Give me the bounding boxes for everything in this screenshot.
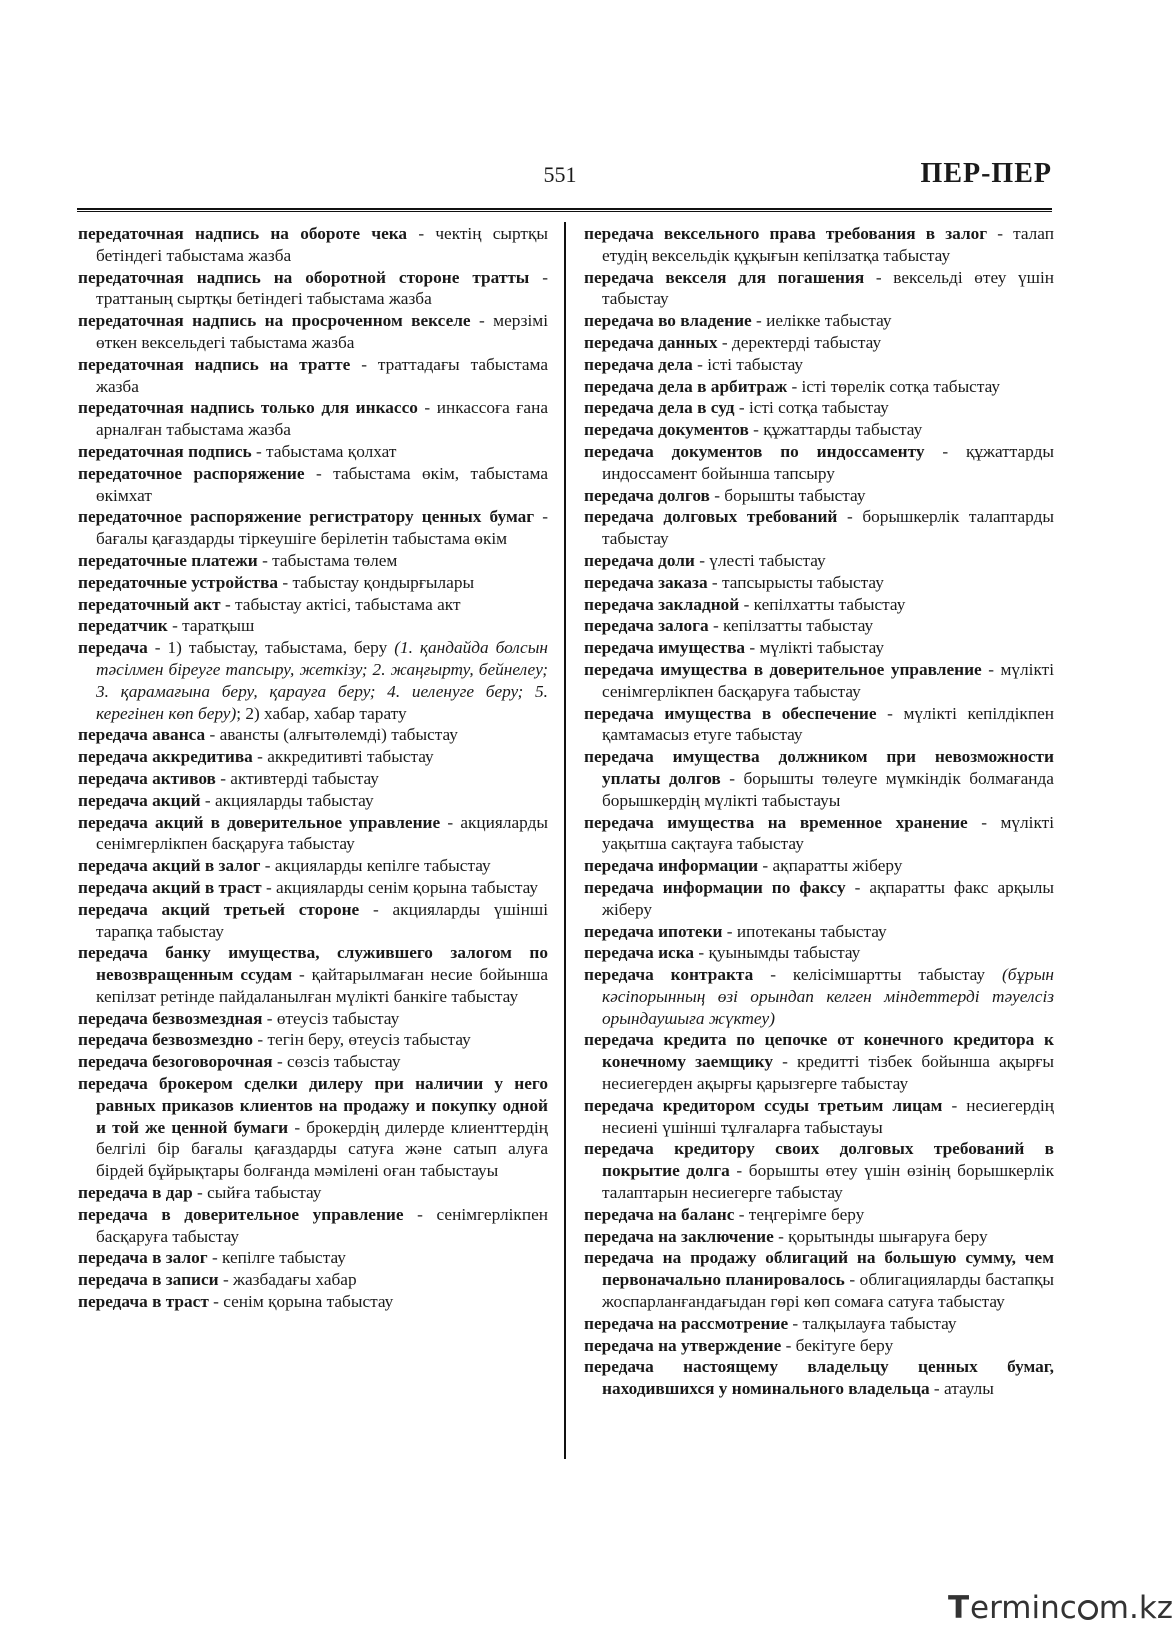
dictionary-entry xyxy=(584,223,1054,267)
dictionary-entry xyxy=(78,1204,548,1248)
entry-definition: - несиегердің несиені үшінші тұлғаларға табыстауы xyxy=(602,1095,1054,1137)
entry-definition: - активтерді табыстау xyxy=(215,768,379,788)
entry-definition: - кепілзатты табыстау xyxy=(708,616,874,636)
entry-headword: передача векселя для погашения xyxy=(584,267,865,287)
dictionary-entry xyxy=(78,1182,548,1204)
entry-definition: - мүлікті уақытша сақтауға табыстау xyxy=(602,812,1054,854)
entry-definition: - ақпаратты жіберу xyxy=(758,856,903,876)
entry-headword: передача на рассмотрение xyxy=(584,1313,789,1333)
entry-definition: - облигацияларды бастапқы жоспарланғандағыдан гөрі көп сомаға сатуға табыстау xyxy=(602,1270,1055,1312)
entry-headword: передача дела в суд xyxy=(584,398,735,418)
entry-definition: - акцияларды сенімгерлікпен басқаруға табыстау xyxy=(96,812,548,854)
entry-headword: передача xyxy=(78,638,148,658)
entry-definition: - жазбадағы хабар xyxy=(218,1270,357,1290)
entry-definition: - сенімгерлікпен басқаруға табыстау xyxy=(96,1204,548,1246)
dictionary-entry xyxy=(78,855,548,877)
left-column xyxy=(78,223,548,1313)
entry-headword: передача имущества на временное хранение xyxy=(584,812,968,832)
entry-headword: передаточная надпись на обороте чека xyxy=(78,224,408,243)
entry-definition: - өтеусіз табыстау xyxy=(262,1008,400,1028)
entry-headword: передача в записи xyxy=(78,1270,219,1290)
entry-headword: передаточная подпись xyxy=(78,441,252,461)
dictionary-entry xyxy=(78,463,548,507)
entry-definition: - қайтарылмаған несие бойынша кепілзат ретінде пайдаланылған мүлікті банкіге табыстау xyxy=(96,965,549,1006)
entry-definition: - табыстау актісі, табыстама акт xyxy=(220,594,461,614)
entry-headword: передача информации по факсу xyxy=(584,877,846,897)
entry-headword: передача имущества в доверительное управление xyxy=(584,659,982,679)
entry-headword: передача кредитору своих долговых требований в покрытие долга xyxy=(584,1139,1054,1181)
entry-headword: передача залога xyxy=(584,616,709,636)
dictionary-entry xyxy=(584,1335,1054,1357)
entry-headword: передача на утверждение xyxy=(584,1335,782,1355)
entry-definition: - теңгерімге беру xyxy=(734,1204,865,1224)
dictionary-entry xyxy=(584,441,1054,485)
dictionary-entry xyxy=(78,1291,548,1313)
entry-definition: - үлесті табыстау xyxy=(694,550,826,570)
entry-definition: - иелікке табыстау xyxy=(751,311,892,331)
entry-headword: передача заказа xyxy=(584,572,708,592)
dictionary-entry xyxy=(78,1008,548,1030)
entry-headword: передача аванса xyxy=(78,725,206,745)
entry-headword: передаточный акт xyxy=(78,594,221,614)
entry-headword: передача документов xyxy=(584,420,749,440)
entry-headword: передача имущества должником при невозможности уплаты долгов xyxy=(584,747,1054,788)
entry-definition: - 1) табыстау, табыстама, беру xyxy=(147,638,395,658)
entry-headword: передача брокером сделки дилеру при наличии у него равных приказов клиентов на продажу и покупку одной и той же ценной бумаги xyxy=(78,1074,548,1137)
dictionary-entry xyxy=(584,550,1054,572)
entry-headword: передаточная надпись на оборотной стороне тратты xyxy=(78,267,530,287)
entry-definition: - табыстама қолхат xyxy=(251,441,397,461)
entry-definition: - тапсырысты табыстау xyxy=(707,572,884,592)
dictionary-entry xyxy=(584,1247,1054,1312)
entry-definition: - вексельді өтеу үшін табыстау xyxy=(602,267,1054,309)
entry-definition: - аккредитивті табыстау xyxy=(252,747,434,767)
entry-headword: передача дела в арбитраж xyxy=(584,376,788,396)
entry-headword: передача данных xyxy=(584,332,718,352)
entry-definition: - бағалы қағаздарды тіркеушіге берілетін табыстама өкім xyxy=(96,507,549,549)
entry-definition: - кепілге табыстау xyxy=(207,1248,346,1268)
entry-definition: - брокердің дилерде клиенттердің белгілі бір бағалы қағаздарды сатуға және сатып алуға бірдей бұйрықтары болғанда мәмілені оған табыстауы xyxy=(96,1117,548,1181)
logo-text-part: erminc xyxy=(970,1590,1077,1626)
entry-definition: - акцияларды үшінші тарапқа табыстау xyxy=(96,899,548,941)
dictionary-entry xyxy=(584,1138,1054,1203)
entry-headword: передача документов по индоссаменту xyxy=(584,441,925,461)
entry-headword: передача аккредитива xyxy=(78,747,253,767)
column-divider xyxy=(564,222,566,1459)
entry-definition: - талап етудің вексельдік құқығын кепілзатқа табыстау xyxy=(602,224,1054,265)
dictionary-entry xyxy=(78,1269,548,1291)
logo-t-icon: T xyxy=(948,1590,970,1626)
entry-headword: передача доли xyxy=(584,550,695,570)
entry-headword: передача имущества в обеспечение xyxy=(584,703,877,723)
dictionary-entry xyxy=(78,594,548,616)
dictionary-entry xyxy=(584,637,1054,659)
dictionary-entry xyxy=(584,1313,1054,1335)
entry-definition: - мүлікті кепілдікпен қамтамасыз етуге табыстау xyxy=(602,703,1054,745)
entry-definition: - атаулы xyxy=(929,1379,994,1399)
entry-headword: передача безвозмездная xyxy=(78,1008,263,1028)
entry-definition: - кепілхатты табыстау xyxy=(739,594,906,614)
dictionary-entry xyxy=(78,877,548,899)
entry-definition: - талқылауға табыстау xyxy=(788,1313,957,1333)
entry-headword: передача кредитором ссуды третьим лицам xyxy=(584,1095,943,1115)
entry-headword: передача ипотеки xyxy=(584,921,723,941)
entry-headword: передача безвозмездно xyxy=(78,1030,254,1050)
dictionary-entry xyxy=(78,812,548,856)
entry-definition: - кредитті тізбек бойынша ақырғы несиегерден ақырғы қарызгерге табыстау xyxy=(602,1052,1054,1094)
entry-headword: передача акций третьей стороне xyxy=(78,899,360,919)
dictionary-entry xyxy=(78,441,548,463)
dictionary-entry xyxy=(584,332,1054,354)
entry-definition: - траттадағы табыстама жазба xyxy=(96,354,548,396)
entry-definition: - істі төрелік сотқа табыстау xyxy=(787,376,1001,396)
dictionary-entry xyxy=(78,637,548,724)
entry-headword: передача активов xyxy=(78,768,216,788)
dictionary-entry xyxy=(78,768,548,790)
entry-definition: - акцияларды кепілге табыстау xyxy=(260,856,491,876)
entry-definition: - қорытынды шығаруға беру xyxy=(773,1226,988,1246)
dictionary-entry xyxy=(584,310,1054,332)
dictionary-entry xyxy=(78,790,548,812)
dictionary-entry xyxy=(78,1073,548,1182)
entry-headword: передача акций в доверительное управление xyxy=(78,812,441,832)
dictionary-entry xyxy=(584,659,1054,703)
entry-headword: передача долговых требований xyxy=(584,507,838,527)
entry-definition: - сенім қорына табыстау xyxy=(208,1292,394,1312)
dictionary-entry xyxy=(78,267,548,311)
dictionary-entry xyxy=(584,812,1054,856)
dictionary-entry xyxy=(584,746,1054,811)
entry-headword: передача безоговорочная xyxy=(78,1052,273,1072)
dictionary-entry xyxy=(78,615,548,637)
entry-headword: передаточная надпись на тратте xyxy=(78,354,351,374)
dictionary-entry xyxy=(584,964,1054,1029)
entry-headword: передача вексельного права требования в залог xyxy=(584,224,988,243)
entry-headword: передача долгов xyxy=(584,485,710,505)
page-number: 551 xyxy=(543,162,577,187)
dictionary-entry xyxy=(584,594,1054,616)
entry-headword: передаточные платежи xyxy=(78,550,258,570)
entry-definition: - істі сотқа табыстау xyxy=(734,398,889,418)
logo-ring-icon xyxy=(1078,1600,1098,1620)
entry-headword: передача имущества xyxy=(584,638,746,658)
dictionary-entry xyxy=(584,703,1054,747)
entry-headword: передаточное распоряжение регистратору ценных бумаг xyxy=(78,507,535,527)
entry-definition: - табыстама өкім, табыстама өкімхат xyxy=(96,463,548,505)
entry-definition: - ақпаратты факс арқылы жіберу xyxy=(602,877,1054,919)
entry-definition: - деректерді табыстау xyxy=(717,332,882,352)
entry-headword: передача в траст xyxy=(78,1292,209,1312)
dictionary-entry xyxy=(584,877,1054,921)
entry-headword: передача акций в залог xyxy=(78,856,261,876)
entry-definition: - тегін беру, өтеусіз табыстау xyxy=(253,1030,471,1050)
dictionary-entry xyxy=(584,1095,1054,1139)
dictionary-entry xyxy=(78,354,548,398)
dictionary-entry xyxy=(584,615,1054,637)
entry-headword: передача банку имущества, служившего залогом по невозвращенным ссудам xyxy=(78,943,548,985)
logo-domain: m.kz xyxy=(1098,1590,1173,1626)
dictionary-entry xyxy=(78,746,548,768)
running-head: ПЕР-ПЕР xyxy=(920,158,1052,189)
dictionary-entry xyxy=(584,1204,1054,1226)
entry-definition: - траттаның сыртқы бетіндегі табыстама жазба xyxy=(96,267,548,309)
entry-headword: передатчик xyxy=(78,616,168,636)
dictionary-entry xyxy=(78,223,548,267)
entry-definition: - істі табыстау xyxy=(692,354,804,374)
dictionary-entry xyxy=(584,354,1054,376)
entry-definition: - авансты (алғытөлемді) табыстау xyxy=(205,725,458,745)
entry-definition: ; 2) хабар, хабар тарату xyxy=(236,703,407,723)
entry-headword: передача настоящему владельцу ценных бумаг, находившихся у номинального владельца xyxy=(584,1357,1054,1399)
entry-definition: - мүлікті табыстау xyxy=(745,638,885,658)
entry-definition: - бекітуге беру xyxy=(781,1335,894,1355)
entry-definition: - таратқыш xyxy=(167,616,255,636)
entry-headword: передача акций xyxy=(78,790,201,810)
entry-definition: - құжаттарды табыстау xyxy=(748,420,923,440)
entry-headword: передача на баланс xyxy=(584,1204,735,1224)
dictionary-entry xyxy=(78,397,548,441)
entry-definition: - инкассоға ғана арналған табыстама жазба xyxy=(96,398,548,440)
dictionary-entry xyxy=(584,1356,1054,1400)
entry-definition: - борышты өтеу үшін өзінің борышкерлік талаптарын несиегерге табыстау xyxy=(602,1161,1055,1203)
entry-headword: передача информации xyxy=(584,856,759,876)
entry-note: (1. қандайда болсын тәсілмен біреуге тапсыру, жеткізу; 2. жаңғырту, бейнелеу; 3. қарамағына беру, қарауға беру; 4. иеленуге беру; 5. керегінен көп беру) xyxy=(96,638,548,723)
entry-definition: - акцияларды табыстау xyxy=(200,790,374,810)
dictionary-entry xyxy=(584,1029,1054,1094)
entry-headword: передача на продажу облигаций на большую сумму, чем первоначально планировалось xyxy=(584,1248,1054,1290)
dictionary-entry xyxy=(78,1051,548,1073)
dictionary-entry xyxy=(584,506,1054,550)
dictionary-entry xyxy=(78,724,548,746)
entry-headword: передаточная надпись только для инкассо xyxy=(78,398,418,418)
entry-definition: - борышкерлік талаптарды табыстау xyxy=(602,507,1054,549)
entry-headword: передача во владение xyxy=(584,311,752,331)
dictionary-entry xyxy=(78,1029,548,1051)
dictionary-entry xyxy=(584,376,1054,398)
entry-headword: передача акций в траст xyxy=(78,877,262,897)
dictionary-entry xyxy=(584,1226,1054,1248)
entry-definition: - мерзімі өткен вексельдегі табыстама жазба xyxy=(96,311,549,352)
header-rule xyxy=(77,208,1052,212)
entry-headword: передаточное распоряжение xyxy=(78,463,305,483)
entry-headword: передача в доверительное управление xyxy=(78,1204,404,1224)
dictionary-entry xyxy=(584,942,1054,964)
entry-headword: передаточная надпись на просроченном векселе xyxy=(78,311,471,331)
entry-headword: передача иска xyxy=(584,943,695,963)
dictionary-entry xyxy=(584,572,1054,594)
entry-definition: - құжаттарды индоссамент бойынша тапсыру xyxy=(602,441,1054,483)
entry-headword: передача в дар xyxy=(78,1183,193,1203)
dictionary-entry xyxy=(78,550,548,572)
entry-note: (бұрын кәсіпорынның өзі орындап келген міндеттерді тәуелсіз орындаушыға жүктеу) xyxy=(602,965,1055,1028)
entry-headword: передача дела xyxy=(584,354,693,374)
entry-definition: - борышты төлеуге мүмкіндік болмағанда борышкердің мүлікті табыстауы xyxy=(602,768,1054,810)
dictionary-entry xyxy=(78,506,548,550)
dictionary-entry xyxy=(78,899,548,943)
entry-headword: передаточные устройства xyxy=(78,572,279,592)
entry-definition: - табыстау қондырғылары xyxy=(278,572,475,592)
entry-definition: - акцияларды сенім қорына табыстау xyxy=(261,877,539,897)
entry-definition: - ипотеканы табыстау xyxy=(722,921,887,941)
entry-headword: передача на заключение xyxy=(584,1226,774,1246)
entry-definition: - чектің сыртқы бетіндегі табыстама жазба xyxy=(96,224,548,265)
dictionary-entry xyxy=(78,942,548,1007)
dictionary-entry xyxy=(584,485,1054,507)
dictionary-entry xyxy=(78,310,548,354)
dictionary-entry xyxy=(584,855,1054,877)
entry-definition: - қуынымды табыстау xyxy=(694,943,861,963)
entry-headword: передача в залог xyxy=(78,1248,208,1268)
dictionary-entry xyxy=(78,572,548,594)
dictionary-entry xyxy=(584,419,1054,441)
entry-headword: передача кредита по цепочке от конечного кредитора к конечному заемщику xyxy=(584,1030,1054,1072)
entry-definition: - мүлікті сенімгерлікпен басқаруға табыстау xyxy=(602,659,1055,701)
entry-definition: - сөзсіз табыстау xyxy=(272,1052,401,1072)
dictionary-entry xyxy=(78,1247,548,1269)
entry-definition: - келісімшартты табыстау xyxy=(753,965,1002,985)
entry-headword: передача закладной xyxy=(584,594,740,614)
entry-definition: - табыстама төлем xyxy=(257,550,398,570)
termincom-logo[interactable] xyxy=(948,1590,1173,1630)
entry-definition: - сыйға табыстау xyxy=(192,1183,322,1203)
dictionary-entry xyxy=(584,267,1054,311)
entry-definition: - борышты табыстау xyxy=(709,485,866,505)
right-column xyxy=(584,223,1054,1400)
entry-headword: передача контракта xyxy=(584,965,754,985)
dictionary-entry xyxy=(584,397,1054,419)
dictionary-entry xyxy=(584,921,1054,943)
